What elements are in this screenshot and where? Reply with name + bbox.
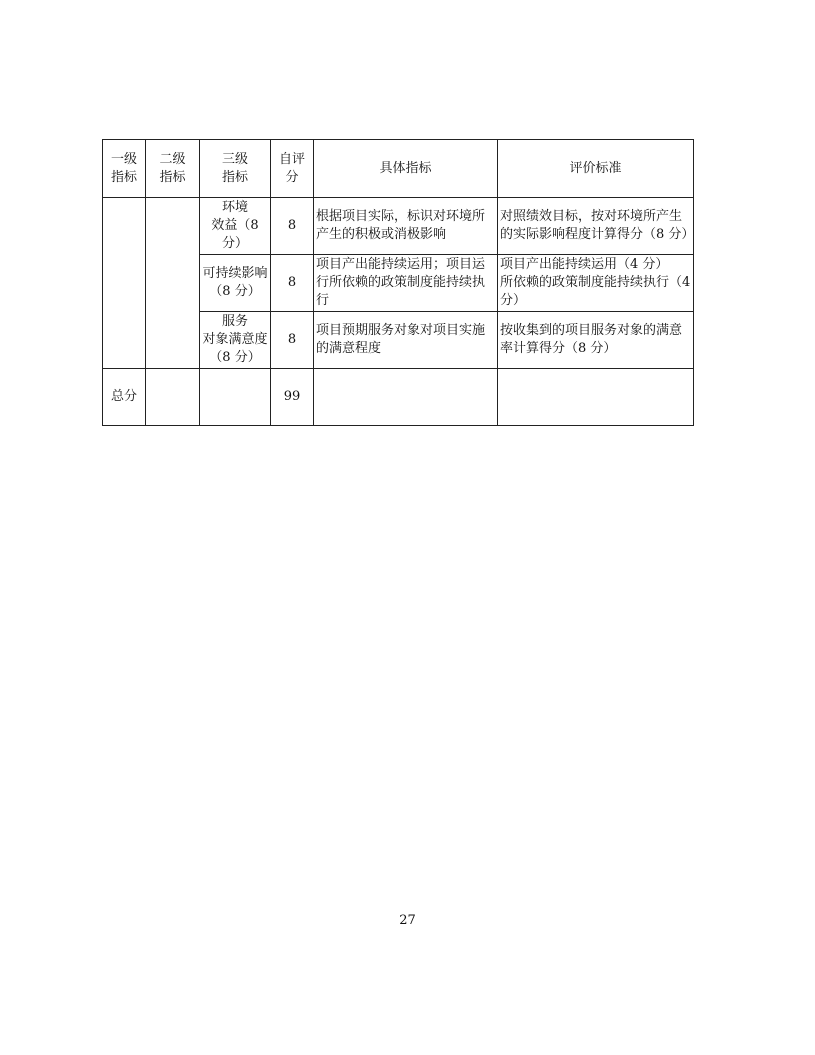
criteria-cell: 对照绩效目标，按对环境所产生的实际影响程度计算得分（8 分） [498, 198, 694, 255]
total-label: 总分 [103, 369, 146, 426]
empty-cell [498, 369, 694, 426]
score-cell: 8 [271, 312, 314, 369]
level3-cell: 可持续影响 （8 分） [200, 255, 271, 312]
indicator-cell: 根据项目实际，标识对环境所产生的积极或消极影响 [314, 198, 498, 255]
level3-cell: 环境 效益（8 分） [200, 198, 271, 255]
header-self-score: 自评 分 [271, 140, 314, 198]
total-score: 99 [271, 369, 314, 426]
total-row [103, 369, 694, 426]
level3-cell: 服务 对象满意度 （8 分） [200, 312, 271, 369]
empty-cell [200, 369, 271, 426]
header-indicator: 具体指标 [314, 140, 498, 198]
table-row [103, 198, 694, 255]
level1-cell [103, 198, 146, 369]
criteria-cell: 按收集到的项目服务对象的满意率计算得分（8 分） [498, 312, 694, 369]
header-row [103, 140, 694, 198]
empty-cell [314, 369, 498, 426]
level2-cell [146, 198, 200, 369]
header-criteria: 评价标准 [498, 140, 694, 198]
header-level2: 二级 指标 [146, 140, 200, 198]
indicator-cell: 项目预期服务对象对项目实施的满意程度 [314, 312, 498, 369]
empty-cell [146, 369, 200, 426]
header-level1: 一级 指标 [103, 140, 146, 198]
score-cell: 8 [271, 255, 314, 312]
page-number: 27 [399, 913, 416, 928]
criteria-cell: 项目产出能持续运用（4 分） 所依赖的政策制度能持续执行（4 分） [498, 255, 694, 312]
evaluation-table [102, 139, 694, 426]
score-cell: 8 [271, 198, 314, 255]
indicator-cell: 项目产出能持续运用；项目运行所依赖的政策制度能持续执行 [314, 255, 498, 312]
header-level3: 三级 指标 [200, 140, 271, 198]
